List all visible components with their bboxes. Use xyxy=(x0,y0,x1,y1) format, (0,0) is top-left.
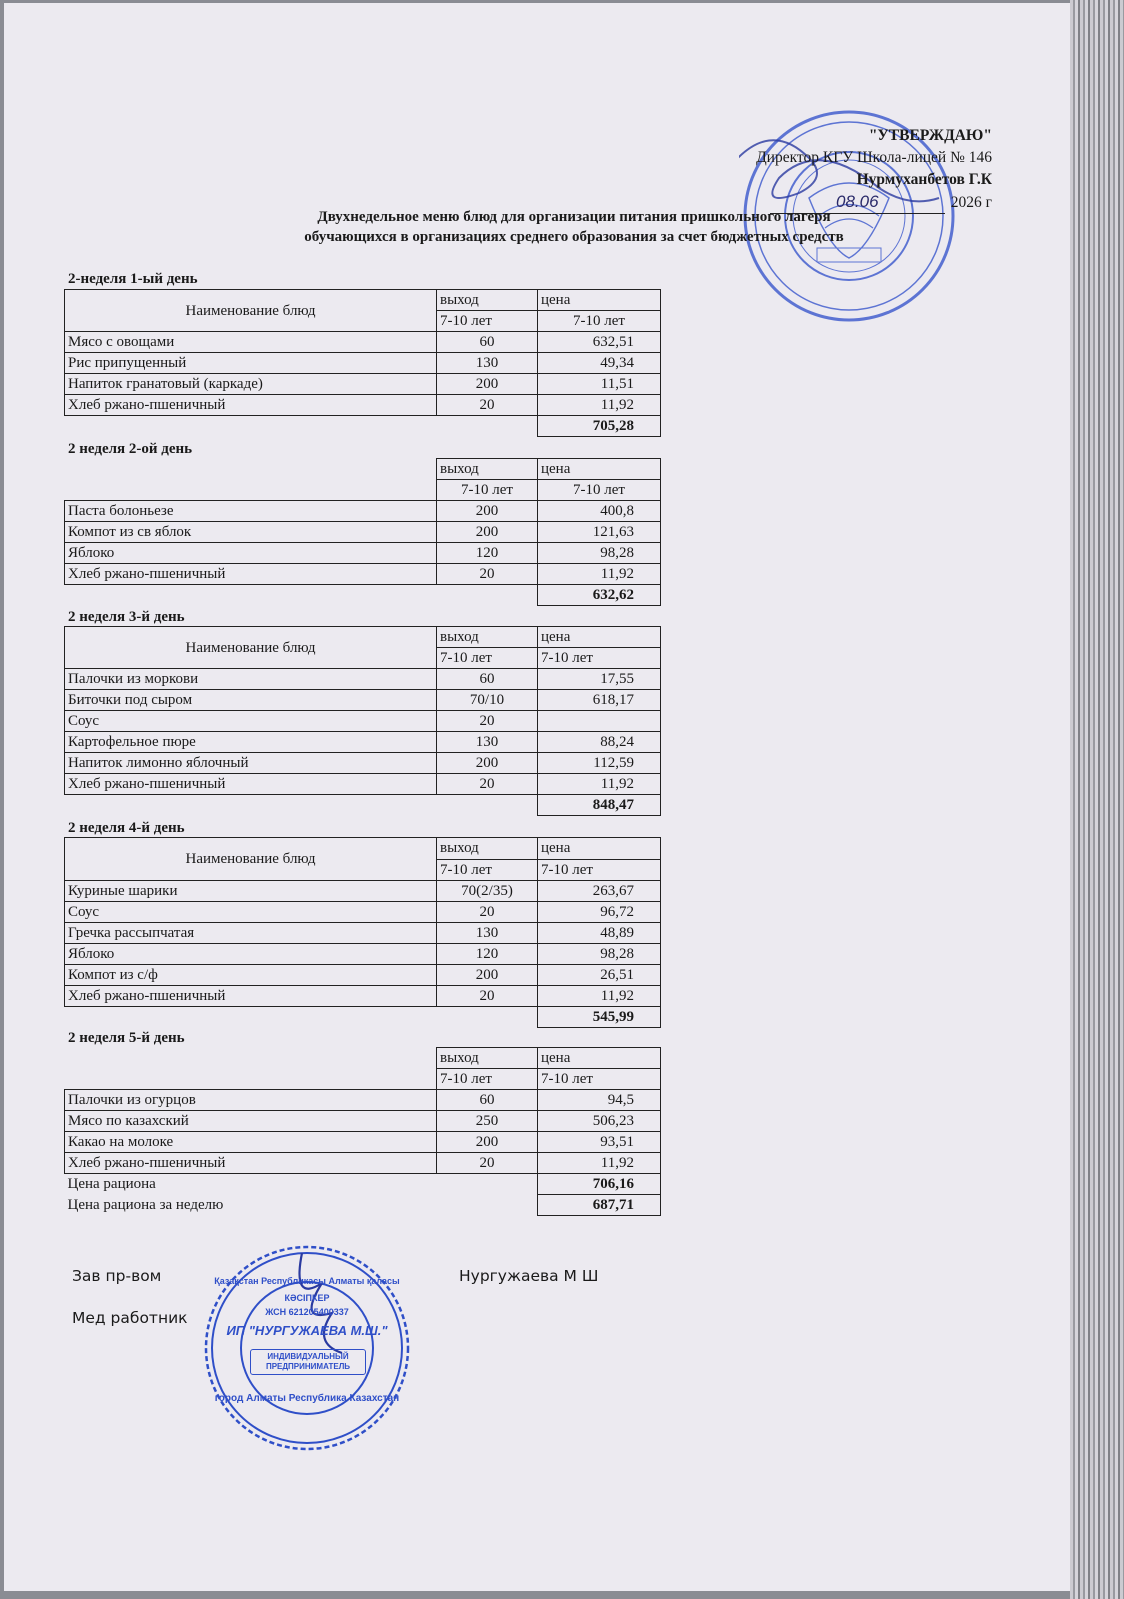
table-row xyxy=(65,1153,661,1174)
dish-yield: 60 xyxy=(437,332,538,353)
price-header: цена xyxy=(538,1048,661,1069)
dish-yield: 70/10 xyxy=(437,690,538,711)
table-row xyxy=(65,711,661,732)
dish-price: 88,24 xyxy=(538,732,661,753)
table-row xyxy=(65,669,661,690)
dish-name: Какао на молоке xyxy=(65,1132,437,1153)
approval-year: 2026 г xyxy=(950,194,992,211)
table-row xyxy=(65,543,661,564)
title-line-1: Двухнедельное меню блюд для организации питания пришкольного лагеря xyxy=(317,209,831,225)
dish-yield: 200 xyxy=(437,965,538,986)
dish-price: 48,89 xyxy=(538,923,661,944)
dish-yield: 60 xyxy=(437,669,538,690)
dish-yield: 60 xyxy=(437,1090,538,1111)
ration-label: Цена рациона xyxy=(67,1176,156,1193)
dish-price: 11,51 xyxy=(538,374,661,395)
table-row xyxy=(65,774,661,795)
dish-price: 121,63 xyxy=(538,522,661,543)
dish-yield: 120 xyxy=(437,543,538,564)
dish-name: Хлеб ржано-пшеничный xyxy=(65,564,437,585)
age-header: 7-10 лет xyxy=(538,311,661,332)
day-total: 705,28 xyxy=(538,416,661,437)
table-row xyxy=(65,353,661,374)
approval-position: Директор КГУ Школа-лицей № 146 xyxy=(756,149,992,166)
table-row xyxy=(65,1111,661,1132)
week-total: 687,71 xyxy=(538,1195,661,1216)
dish-yield: 130 xyxy=(437,353,538,374)
table-row xyxy=(65,986,661,1007)
dish-yield: 20 xyxy=(437,395,538,416)
dish-name: Гречка рассыпчатая xyxy=(65,923,437,944)
price-header: цена xyxy=(538,459,661,480)
approval-title: "УТВЕРЖДАЮ" xyxy=(868,127,992,144)
age-header: 7-10 лет xyxy=(437,859,538,881)
name-header: Наименование блюд xyxy=(65,290,437,332)
approval-name: Нурмуханбетов Г.К xyxy=(856,171,992,188)
age-header: 7-10 лет xyxy=(538,859,661,881)
dish-yield: 130 xyxy=(437,923,538,944)
dish-name: Напиток гранатовый (каркаде) xyxy=(65,374,437,395)
dish-name: Соус xyxy=(65,711,437,732)
dish-price: 93,51 xyxy=(538,1132,661,1153)
table-row xyxy=(65,965,661,986)
dish-yield: 120 xyxy=(437,944,538,965)
dish-yield: 20 xyxy=(437,986,538,1007)
age-header: 7-10 лет xyxy=(437,311,538,332)
dish-yield: 70(2/35) xyxy=(437,881,538,902)
dish-name: Хлеб ржано-пшеничный xyxy=(65,774,437,795)
yield-header: выход xyxy=(437,1048,538,1069)
dish-price: 11,92 xyxy=(538,774,661,795)
dish-name: Хлеб ржано-пшеничный xyxy=(65,986,437,1007)
table-row xyxy=(65,732,661,753)
dish-price: 98,28 xyxy=(538,944,661,965)
day-total: 706,16 xyxy=(538,1174,661,1195)
dish-price: 112,59 xyxy=(538,753,661,774)
stamp-line-2: ЖСН 621205400337 xyxy=(265,1307,349,1317)
age-header: 7-10 лет xyxy=(538,1069,661,1090)
dish-price: 94,5 xyxy=(538,1090,661,1111)
dish-name: Картофельное пюре xyxy=(65,732,437,753)
dish-name: Куриные шарики xyxy=(65,881,437,902)
day-total: 545,99 xyxy=(538,1007,661,1028)
table-row xyxy=(65,690,661,711)
dish-price: 632,51 xyxy=(538,332,661,353)
dish-name: Биточки под сыром xyxy=(65,690,437,711)
document-page xyxy=(4,3,1070,1591)
table-row xyxy=(65,1132,661,1153)
table-row xyxy=(65,753,661,774)
price-header: цена xyxy=(538,627,661,648)
day-5-label: 2 неделя 5-й день xyxy=(68,1030,185,1046)
table-row xyxy=(65,944,661,965)
stamp-ring-top: Қазақстан Республикасы Алматы қаласы xyxy=(214,1276,400,1286)
title-line-2: обучающихся в организациях среднего образования за счет бюджетных средств xyxy=(304,229,844,245)
dish-name: Мясо с овощами xyxy=(65,332,437,353)
manager-name: Нургужаева М Ш xyxy=(459,1267,599,1285)
name-header: Наименование блюд xyxy=(65,838,437,881)
day-total: 632,62 xyxy=(538,585,661,606)
yield-header: выход xyxy=(437,459,538,480)
dish-name: Напиток лимонно яблочный xyxy=(65,753,437,774)
document-title xyxy=(204,207,944,247)
dish-price: 26,51 xyxy=(538,965,661,986)
dish-price: 11,92 xyxy=(538,395,661,416)
yield-header: выход xyxy=(437,838,538,860)
dish-yield: 20 xyxy=(437,564,538,585)
ip-stamp xyxy=(202,1243,412,1453)
dish-price: 98,28 xyxy=(538,543,661,564)
age-header: 7-10 лет xyxy=(437,480,538,501)
dish-price: 11,92 xyxy=(538,564,661,585)
dish-price: 506,23 xyxy=(538,1111,661,1132)
medic-label: Мед работник xyxy=(72,1309,188,1327)
table-row xyxy=(65,374,661,395)
age-header: 7-10 лет xyxy=(437,648,538,669)
dish-name: Хлеб ржано-пшеничный xyxy=(65,395,437,416)
dish-yield: 250 xyxy=(437,1111,538,1132)
table-row xyxy=(65,881,661,902)
dish-yield: 200 xyxy=(437,522,538,543)
stacked-page-edges xyxy=(1070,0,1124,1599)
table-row xyxy=(65,564,661,585)
dish-price: 11,92 xyxy=(538,986,661,1007)
dish-name: Палочки из моркови xyxy=(65,669,437,690)
day-1-label: 2-неделя 1-ый день xyxy=(68,271,198,287)
yield-header: выход xyxy=(437,627,538,648)
age-header: 7-10 лет xyxy=(538,648,661,669)
table-row xyxy=(65,501,661,522)
dish-price: 618,17 xyxy=(538,690,661,711)
day-total: 848,47 xyxy=(538,795,661,816)
dish-yield: 200 xyxy=(437,1132,538,1153)
manager-label: Зав пр-вом xyxy=(72,1267,162,1285)
dish-name: Компот из с/ф xyxy=(65,965,437,986)
day-4-label: 2 неделя 4-й день xyxy=(68,820,185,836)
day-2-table xyxy=(64,458,661,606)
dish-yield: 20 xyxy=(437,1153,538,1174)
dish-name: Мясо по казахский xyxy=(65,1111,437,1132)
dish-name: Палочки из огурцов xyxy=(65,1090,437,1111)
day-1-table xyxy=(64,289,661,437)
table-row xyxy=(65,395,661,416)
day-2-label: 2 неделя 2-ой день xyxy=(68,441,193,457)
approval-block xyxy=(756,125,992,214)
stamp-line-5: ПРЕДПРИНИМАТЕЛЬ xyxy=(265,1362,351,1371)
dish-price: 96,72 xyxy=(538,902,661,923)
dish-name: Паста болоньезе xyxy=(65,501,437,522)
yield-header: выход xyxy=(437,290,538,311)
dish-price: 49,34 xyxy=(538,353,661,374)
dish-price xyxy=(538,711,661,732)
dish-name: Яблоко xyxy=(65,543,437,564)
day-4-table xyxy=(64,837,661,1028)
dish-name: Компот из св яблок xyxy=(65,522,437,543)
day-3-table xyxy=(64,626,661,816)
dish-name: Хлеб ржано-пшеничный xyxy=(65,1153,437,1174)
approval-date: 08.06 xyxy=(770,191,945,214)
dish-yield: 200 xyxy=(437,753,538,774)
dish-yield: 20 xyxy=(437,902,538,923)
table-row xyxy=(65,902,661,923)
age-header: 7-10 лет xyxy=(437,1069,538,1090)
stamp-ring-bottom: город Алматы Республика Казахстан xyxy=(214,1393,400,1404)
dish-yield: 200 xyxy=(437,374,538,395)
age-header: 7-10 лет xyxy=(538,480,661,501)
price-header: цена xyxy=(538,838,661,860)
name-header: Наименование блюд xyxy=(65,627,437,669)
dish-price: 400,8 xyxy=(538,501,661,522)
dish-name: Яблоко xyxy=(65,944,437,965)
dish-yield: 20 xyxy=(437,711,538,732)
dish-yield: 200 xyxy=(437,501,538,522)
dish-price: 17,55 xyxy=(538,669,661,690)
stamp-line-1: КӘСІПКЕР xyxy=(284,1293,330,1303)
dish-name: Соус xyxy=(65,902,437,923)
dish-yield: 130 xyxy=(437,732,538,753)
table-row xyxy=(65,1090,661,1111)
stamp-line-3: ИП "НУРГУЖАЕВА М.Ш." xyxy=(226,1323,388,1338)
stamp-line-4: ИНДИВИДУАЛЬНЫЙ xyxy=(267,1352,349,1361)
week-label: Цена рациона за неделю xyxy=(67,1197,224,1213)
dish-price: 11,92 xyxy=(538,1153,661,1174)
dish-price: 263,67 xyxy=(538,881,661,902)
day-3-label: 2 неделя 3-й день xyxy=(68,609,185,625)
price-header: цена xyxy=(538,290,661,311)
table-row xyxy=(65,522,661,543)
dish-yield: 20 xyxy=(437,774,538,795)
dish-name: Рис припущенный xyxy=(65,353,437,374)
day-5-table xyxy=(64,1047,661,1216)
table-row xyxy=(65,923,661,944)
table-row xyxy=(65,332,661,353)
